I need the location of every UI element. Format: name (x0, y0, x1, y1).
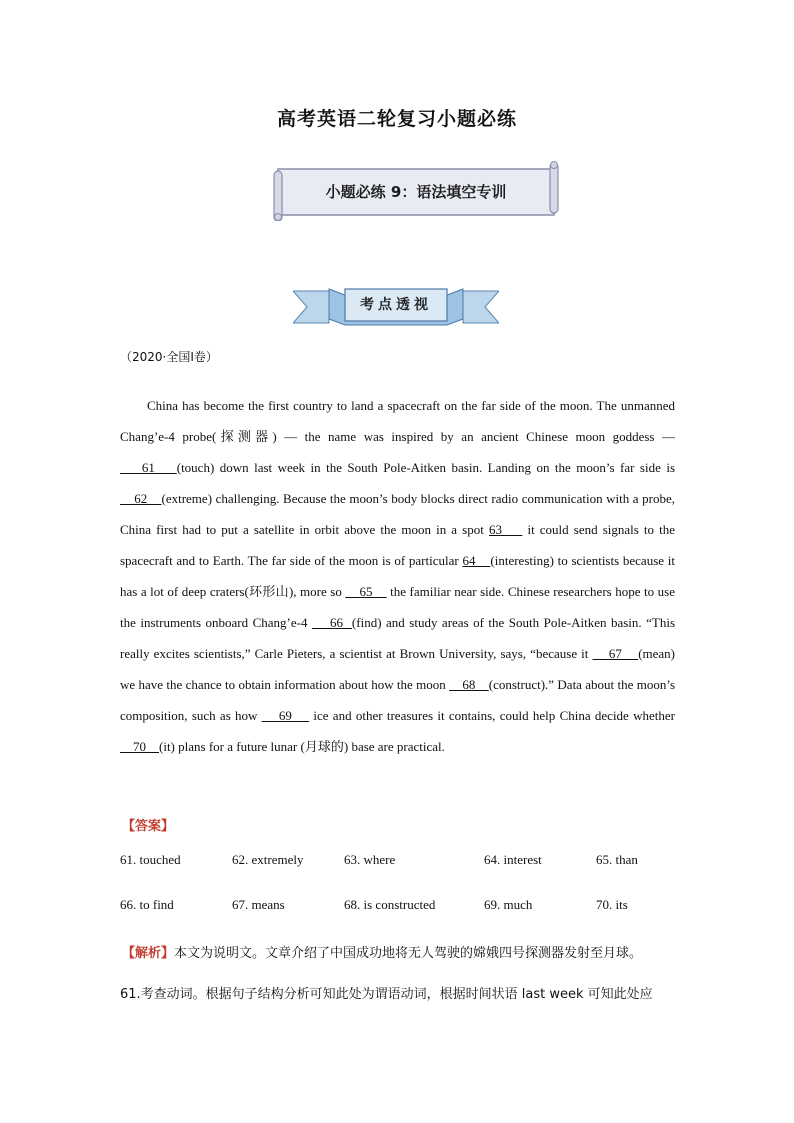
analysis-summary (122, 944, 682, 964)
analysis-tag: 【解析】 (122, 946, 175, 961)
analysis-text: 本文为说明文。文章介绍了中国成功地将无人驾驶的嫦娥四号探测器发射至月球。 (174, 946, 643, 961)
blank-68: 68 (449, 677, 489, 692)
passage-text: the familiar near side. Chinese researchers hope to use the instruments onboard Chang’e-4 (120, 584, 675, 630)
passage-text: (extreme) challenging. Because the moon’s body blocks direct radio communication with a probe, China first had to put a satellite in orbit above the moon in a spot (120, 491, 675, 537)
blank-61: 61 (120, 460, 177, 475)
blank-62: 62 (120, 491, 162, 506)
passage-text: ) — the name was inspired by an ancient Chinese moon goddess — (272, 429, 675, 444)
answer-item: 61. touched (120, 852, 181, 867)
passage-text: (touch) down last week in the South Pole-Aitken basin. Landing on the moon’s far side is (176, 460, 676, 475)
answer-row (120, 897, 680, 942)
answer-row (120, 852, 680, 897)
passage-text: (interesting) to scientists because it has a lot of deep craters( (120, 553, 675, 599)
blank-65: 65 (345, 584, 387, 599)
blank-69: 69 (261, 708, 310, 723)
passage-text: China has become the first country to land a spacecraft on the far side of the moon. The unmanned Chang’e-4 probe( (120, 398, 675, 444)
blank-63: 63 (488, 522, 523, 537)
answer-item: 67. means (232, 897, 285, 912)
blank-70: 70 (120, 739, 159, 754)
passage-text: ), more so (288, 584, 346, 599)
passage-text: (mean) we have the chance to obtain information about how the moon (120, 646, 676, 692)
subtitle-banner (272, 161, 560, 221)
analysis-point-61: 61.考查动词。根据句子结构分析可知此处为谓语动词，根据时间状语 last week 可知此处应 (120, 987, 653, 1002)
passage-text: 探测器 (216, 429, 273, 444)
answer-grid (120, 852, 680, 942)
answer-item: 69. much (484, 897, 533, 912)
blank-67: 67 (592, 646, 639, 661)
blank-66: 66 (311, 615, 352, 630)
ribbon-label: 考点透视 (360, 297, 432, 313)
blank-64: 64 (462, 553, 491, 568)
subtitle-text: 小题必练 9：语法填空专训 (325, 183, 507, 201)
answer-item: 66. to find (120, 897, 174, 912)
exam-source: （2020·全国Ⅰ卷） (120, 350, 218, 364)
passage-text: (find) and study areas of the South Pole-Aitken basin. “This really excites scientists,” Carle Pieters, a scientist at Brown University, says, “because it (120, 615, 676, 661)
passage-text: (construct).” Data about the moon’s composition, such as how (120, 677, 676, 723)
passage-text: ice and other treasures it contains, could help China decide whether (309, 708, 675, 723)
passage-text: 环形山 (248, 584, 289, 599)
answer-item: 64. interest (484, 852, 542, 867)
passage-text: ) base are practical. (343, 739, 445, 754)
answer-item: 68. is constructed (344, 897, 436, 912)
answer-item: 65. than (596, 852, 638, 867)
passage-text: it could send signals to the spacecraft and to Earth. The far side of the moon is of particular (120, 522, 676, 568)
answer-item: 63. where (344, 852, 396, 867)
page-title: 高考英语二轮复习小题必练 (276, 108, 517, 130)
answer-heading: 【答案】 (122, 819, 175, 834)
answer-item: 70. its (596, 897, 628, 912)
reading-passage (120, 390, 675, 762)
passage-text: 月球的 (304, 739, 344, 754)
section-ribbon (293, 285, 499, 327)
passage-text: (it) plans for a future lunar ( (159, 739, 305, 754)
answer-item: 62. extremely (232, 852, 304, 867)
